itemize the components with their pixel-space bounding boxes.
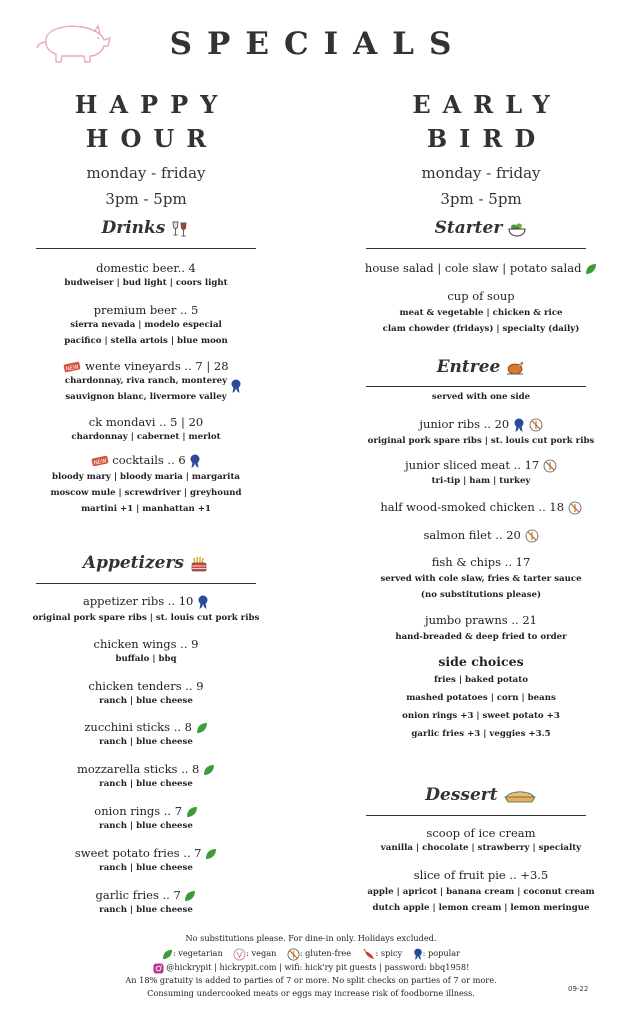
entree-rule: [366, 386, 586, 387]
footer-legend: [0, 947, 622, 961]
item-details: buffalo | bbq: [115, 654, 177, 664]
chili-icon: [362, 948, 376, 960]
leaf-icon: [203, 764, 215, 776]
dessert-list: [352, 826, 610, 916]
menu-item-fruit-pie: [352, 868, 610, 916]
gluten-free-icon: [287, 948, 300, 961]
footer-notice: No substitutions please. For dine-in only. Holidays excluded.: [185, 933, 437, 943]
appetizers-rule: [36, 583, 256, 584]
item-details: bloody mary | bloody maria | margarita: [52, 472, 240, 482]
legend-spicy: : spicy: [375, 948, 403, 958]
early-bird-header: [360, 88, 602, 212]
menu-item-onion-rings: [18, 804, 274, 834]
leaf-icon: [184, 890, 196, 902]
item-name: zucchini sticks .. 8: [84, 720, 192, 734]
leaf-icon: [205, 848, 217, 860]
item-details: original pork spare ribs | st. louis cut pork ribs: [32, 613, 260, 623]
item-name: junior sliced meat .. 17: [405, 458, 540, 472]
footer-warning: Consuming undercooked meats or eggs may increase risk of foodborne illness.: [147, 988, 475, 998]
item-details: (no substitutions please): [420, 590, 542, 600]
item-name: slice of fruit pie .. +3.5: [413, 868, 549, 882]
starter-heading: [360, 218, 602, 238]
side-choices: [352, 655, 610, 743]
side-line: onion rings +3 | sweet potato +3: [402, 711, 560, 721]
item-details: martini +1 | manhattan +1: [81, 504, 211, 514]
happy-hour-title-1: HAPPY: [74, 90, 230, 119]
item-details: sauvignon blanc, livermore valley: [65, 392, 227, 402]
menu-item-sweet-potato-fries: [18, 846, 274, 876]
leaf-icon: [585, 263, 597, 275]
dessert-heading: [360, 785, 602, 805]
item-details: tri-tip | ham | turkey: [431, 476, 531, 486]
fries-basket-icon: [189, 555, 209, 573]
menu-item-zucchini-sticks: [18, 720, 274, 750]
starter-line: house salad | cole slaw | potato salad: [364, 261, 582, 275]
entree-heading-label: Entree: [436, 357, 501, 377]
item-details: chardonnay | cabernet | merlot: [71, 432, 221, 442]
footer: [0, 932, 622, 1000]
drinks-rule: [36, 248, 256, 249]
item-details: ranch | blue cheese: [99, 737, 193, 747]
item-name: chicken tenders .. 9: [88, 679, 204, 693]
menu-item-garlic-fries: [18, 888, 274, 918]
menu-item-wente: [30, 359, 262, 405]
ribbon-icon: [513, 417, 525, 433]
side-line: mashed potatoes | corn | beans: [406, 693, 556, 703]
menu-item-fish-chips: [352, 555, 610, 603]
happy-hour-title-2: HOUR: [85, 124, 219, 153]
salad-bowl-icon: [507, 220, 527, 238]
menu-item-junior-ribs: [352, 417, 610, 449]
item-details: ranch | blue cheese: [99, 696, 193, 706]
legend-popular: : popular: [422, 948, 461, 958]
item-name: cup of soup: [447, 289, 515, 303]
happy-hour-header: [30, 88, 262, 212]
dessert-heading-label: Dessert: [425, 785, 498, 805]
side-line: garlic fries +3 | veggies +3.5: [411, 729, 551, 739]
ribbon-icon: [197, 594, 209, 610]
appetizers-list: [18, 594, 274, 918]
instagram-icon: [153, 963, 164, 974]
appetizers-heading: [30, 553, 262, 573]
item-name: sweet potato fries .. 7: [74, 846, 202, 860]
early-bird-title-2: BIRD: [426, 124, 548, 153]
menu-code: 09-22: [568, 985, 589, 993]
drinks-heading: [30, 218, 262, 238]
legend-vegetarian: : vegetarian: [172, 948, 223, 958]
wine-glasses-icon: [170, 220, 190, 238]
menu-item-cup-of-soup: [360, 289, 602, 337]
menu-item-chicken-wings: [18, 637, 274, 667]
item-name: scoop of ice cream: [426, 826, 536, 840]
ribbon-icon: [189, 453, 201, 469]
item-details: served with cole slaw, fries & tarter sauce: [380, 574, 582, 584]
item-name: mozzarella sticks .. 8: [76, 762, 200, 776]
side-choices-heading: side choices: [438, 654, 524, 669]
gluten-free-icon: [568, 501, 582, 515]
item-details: apple | apricot | banana cream | coconut cream: [367, 887, 595, 897]
leaf-icon: [186, 806, 198, 818]
gluten-free-icon: [525, 529, 539, 543]
menu-item-jumbo-prawns: [352, 613, 610, 645]
item-name: wente vineyards .. 7 | 28: [85, 359, 229, 373]
entree-list: [352, 389, 610, 743]
side-line: fries | baked potato: [434, 675, 528, 685]
item-details: meat & vegetable | chicken & rice: [399, 308, 563, 318]
menu-item-junior-sliced-meat: [352, 458, 610, 489]
happy-hour-time: 3pm - 5pm: [105, 190, 187, 208]
item-details: pacifico | stella artois | blue moon: [64, 336, 228, 346]
entree-heading: [360, 357, 602, 377]
item-name: cocktails .. 6: [112, 453, 186, 467]
item-details: moscow mule | screwdriver | greyhound: [50, 488, 242, 498]
menu-item-appetizer-ribs: [18, 594, 274, 626]
ribbon-icon: [230, 378, 242, 394]
drinks-list: [30, 261, 262, 517]
menu-item-half-chicken: [352, 500, 610, 515]
starter-rule: [366, 248, 586, 249]
item-name: salmon filet .. 20: [423, 528, 521, 542]
item-name: junior ribs .. 20: [419, 417, 510, 431]
leaf-icon: [196, 722, 208, 734]
item-name: garlic fries .. 7: [95, 888, 181, 902]
footer-social: [0, 961, 622, 974]
item-details: hand-breaded & deep fried to order: [395, 632, 567, 642]
item-details: dutch apple | lemon cream | lemon meringue: [372, 903, 590, 913]
svg-text:NEW: NEW: [65, 364, 80, 373]
vegan-icon: [233, 948, 246, 961]
item-details: chardonnay, riva ranch, monterey: [64, 376, 228, 386]
item-name: fish & chips .. 17: [431, 555, 531, 569]
gluten-free-icon: [543, 459, 557, 473]
new-badge-icon: [63, 361, 81, 373]
footer-gratuity: An 18% gratuity is added to parties of 7 or more. No split checks on parties of 7 or more.: [125, 975, 497, 985]
item-name: premium beer .. 5: [93, 303, 199, 317]
appetizers-heading-label: Appetizers: [82, 553, 184, 573]
menu-item-ck-mondavi: [30, 415, 262, 445]
legend-gluten-free: : gluten-free: [299, 948, 352, 958]
item-name: half wood-smoked chicken .. 18: [380, 500, 565, 514]
gluten-free-icon: [529, 418, 543, 432]
starter-list: [360, 261, 602, 337]
menu-item-ice-cream: [352, 826, 610, 856]
ribbon-icon: [413, 947, 423, 961]
menu-item-premium-beer: [30, 303, 262, 349]
entree-note: served with one side: [431, 392, 531, 402]
item-details: original pork spare ribs | st. louis cut pork ribs: [367, 436, 595, 446]
page-title: SPECIALS: [169, 26, 467, 62]
item-name: onion rings .. 7: [94, 804, 183, 818]
item-name: jumbo prawns .. 21: [425, 613, 537, 627]
drinks-heading-label: Drinks: [101, 218, 166, 238]
leaf-icon: [162, 949, 173, 960]
item-name: domestic beer.. 4: [96, 261, 196, 275]
new-badge-icon: [91, 455, 109, 467]
happy-hour-days: monday - friday: [86, 164, 206, 182]
item-name: ck mondavi .. 5 | 20: [88, 415, 204, 429]
early-bird-time: 3pm - 5pm: [440, 190, 522, 208]
item-name: chicken wings .. 9: [93, 637, 199, 651]
item-details: ranch | blue cheese: [99, 863, 193, 873]
pie-icon: [503, 787, 537, 805]
menu-item-cocktails: [30, 453, 262, 517]
footer-social-text: @hickrypit | hickrypit.com | wifi: hick'ry pit guests | password: bbq1958!: [166, 962, 470, 972]
roast-chicken-icon: [505, 359, 525, 377]
menu-item-domestic-beer: [30, 261, 262, 291]
item-details: ranch | blue cheese: [99, 779, 193, 789]
item-details: budweiser | bud light | coors light: [64, 278, 228, 288]
svg-text:NEW: NEW: [92, 458, 107, 467]
item-details: ranch | blue cheese: [99, 821, 193, 831]
dessert-rule: [366, 815, 586, 816]
early-bird-days: monday - friday: [421, 164, 541, 182]
item-details: ranch | blue cheese: [99, 905, 193, 915]
menu-item-chicken-tenders: [18, 679, 274, 709]
early-bird-title-1: EARLY: [412, 90, 562, 119]
item-name: appetizer ribs .. 10: [82, 594, 194, 608]
item-details: clam chowder (fridays) | specialty (daily): [382, 324, 580, 334]
menu-item-mozzarella-sticks: [18, 762, 274, 792]
starter-heading-label: Starter: [434, 218, 503, 238]
menu-item-salmon-filet: [352, 528, 610, 543]
item-details: vanilla | chocolate | strawberry | specialty: [380, 843, 582, 853]
item-details: sierra nevada | modelo especial: [70, 320, 222, 330]
legend-vegan: : vegan: [246, 948, 277, 958]
